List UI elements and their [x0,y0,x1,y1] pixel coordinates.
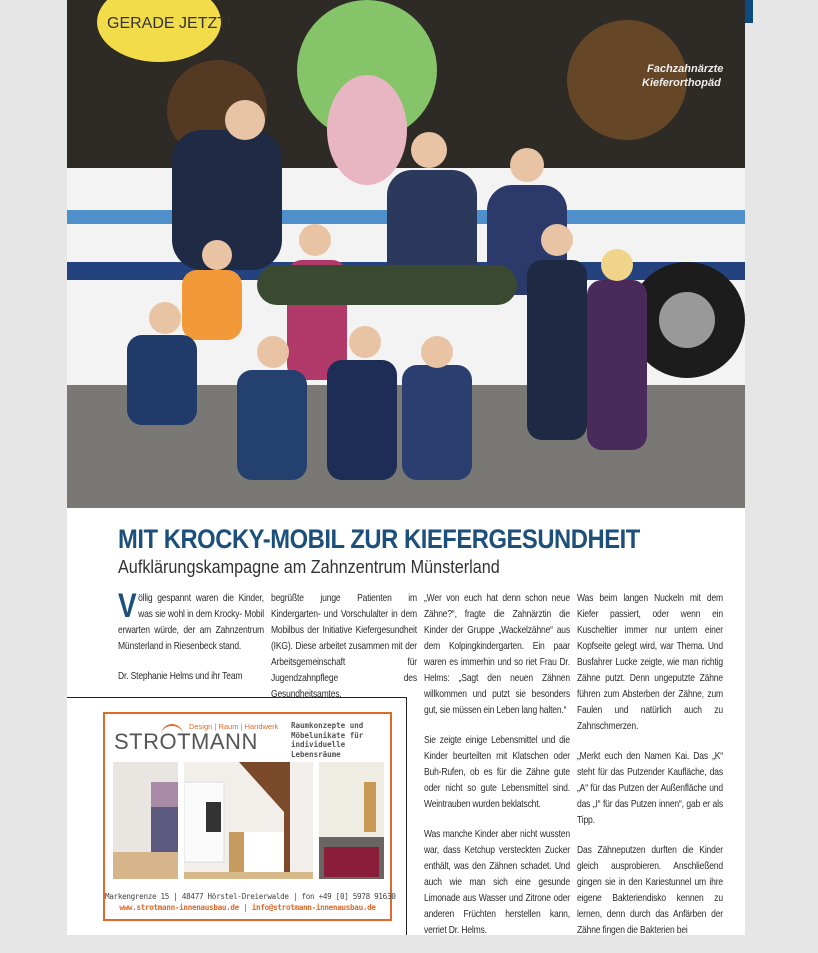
plush-crocodile [257,265,517,305]
interior-photo-bathroom [113,762,178,879]
bus-text-1: Fachzahnärzte [647,63,724,75]
paragraph: öllig gespannt waren die Kinder, was sie wohl in dem Krocky- Mobil erwarten würde, der am Zahnzentrum Münsterland in Riesenbeck stand. [118,593,264,652]
drop-cap: V [118,587,137,625]
paragraph: „Merkt euch den Namen Kai. Das „K“ steht für das Putzender Kaufläche, das „A“ für das Putzen der Außenfläche und das „I“ für das Putzen innen“, gab er als Tipp. [577,751,723,826]
bus-text-2: Kieferorthopäd [642,77,721,89]
article-column-3 [424,591,570,953]
paragraph: begrüßte junge Patienten im Kindergarten- und Vorschulalter in dem Mobilbus der Initiative Kiefergesundheit (IKG). Diese arbeitet zusammen mit der Arbeitsgemeinschaft für Jugendzahnpflege des Gesundheitsamtes. [271,593,417,700]
paragraph: Das Zähneputzen durften die Kinder gleich ausprobieren. Anschließend gingen sie in den Kariestunnel um ihre eigene Bakteriendisko kennen zu lernen, denn durch das Anfärben der Zähne fingen die Bakterien bei [577,845,723,936]
article-subtitle: Aufklärungskampagne am Zahnzentrum Münsterland [118,557,500,577]
brand-logo: STROTMANN [114,729,258,754]
article-column-4 [577,591,723,953]
paragraph: Dr. Stephanie Helms und ihr Team [118,671,243,682]
paragraph: Sie zeigte einige Lebensmittel und die Kinder beurteilten mit Klatschen oder Buh-Rufen, ob es für die Zähne gute oder nicht so gute Lebensmittel sind. Weintrauben wurden beklatscht. [424,735,570,810]
page-edge-tab [744,0,753,23]
paragraph: Was manche Kinder aber nicht wussten war, dass Ketchup versteckten Zucker enthält, was den Zähnen schadet. Und auch wie man sich eine gesunde Limonade aus Wasser und Zitrone oder anderen Früchten herstellen kann, verriet Dr. Helms. [424,829,570,936]
interior-photo-hallway [319,762,384,879]
interior-photo-kitchen [184,762,313,879]
sign-text: GERADE JETZT! [107,15,232,32]
article-column-2 [271,591,417,717]
paragraph: Was beim langen Nuckeln mit dem Kiefer passiert, oder wenn ein Kuscheltier immer nur untern einer Kopfseite gelegt wird, war Thema. Und Busfahrer Lucke zeigte, wie man richtig Zähne putzt. Denn ungeputzte Zähne führen zum Absterben der Zähne, zum Faulen und natürlich auch zu Zahnschmerzen. [577,593,723,732]
article-title: MIT KROCKY-MOBIL ZUR KIEFERGESUNDHEIT [118,524,640,554]
ad-address: Markengrenze 15 | 48477 Hörstel-Dreierwalde | fon +49 [0] 5978 91630 [105,892,396,901]
group-photo [67,0,745,508]
article-column-1 [118,587,264,699]
paragraph: „Wer von euch hat denn schon neue Zähne?“, fragte die Zahnärztin die Kinder der Gruppe „Wackelzähne“ aus dem Kolpingkindergarten. Ein paar waren es immerhin und so riet Frau Dr. Helms: „Sagt den neuen Zähnen willkommen und putzt sie besonders gut, sie müssen ein Leben lang halten.“ [424,593,570,716]
slogan-line: Möbelunikate für [291,730,364,740]
slogan-line: Raumkonzepte und [291,721,364,730]
ad-website-link[interactable]: www.strotmann-innenausbau.de | info@strotmann-innenausbau.de [119,903,376,912]
brand-tagline: Design | Raum | Handwerk [189,722,279,731]
ad-slogan [291,721,390,759]
strotmann-advertisement[interactable] [103,712,396,921]
slogan-line: individuelle Lebensräume [291,740,346,759]
